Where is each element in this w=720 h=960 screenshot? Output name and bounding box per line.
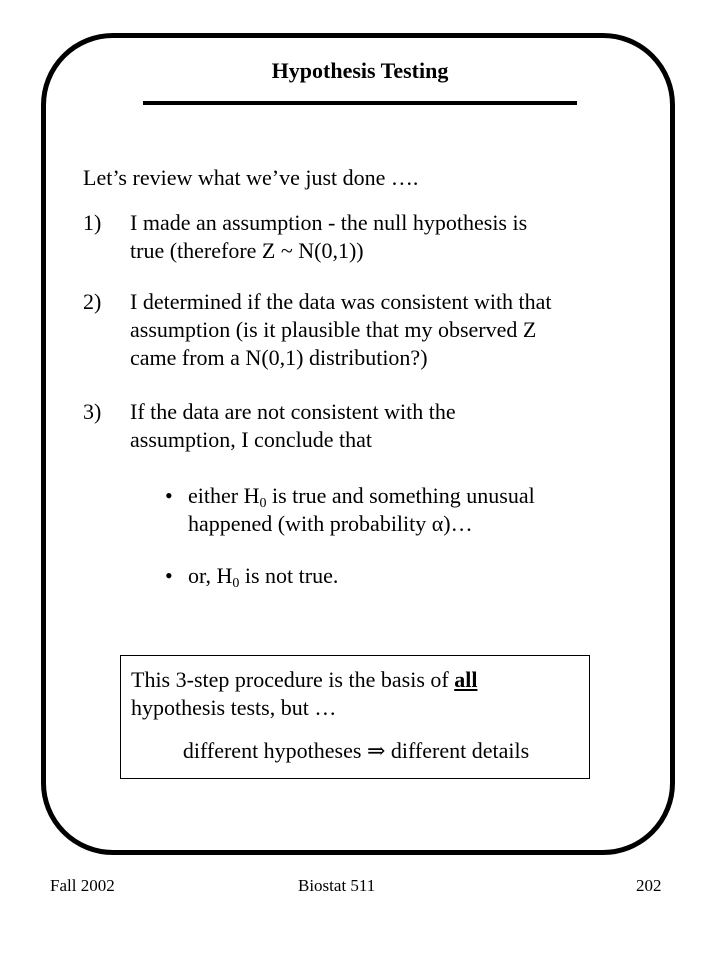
bullet-line: happened (with probability α)…: [188, 511, 473, 536]
step-number: 3): [83, 399, 102, 424]
step-number: 1): [83, 210, 102, 235]
subscript: 0: [259, 496, 267, 511]
step-line: assumption, I conclude that: [130, 427, 372, 452]
summary-line-1: [131, 666, 477, 694]
footer-term: Fall 2002: [50, 876, 115, 895]
bullet-line: [188, 482, 648, 510]
summary-text: This 3-step procedure is the basis of: [131, 667, 455, 692]
bullet-text-pre: or, H: [188, 563, 233, 588]
bullet-line: [188, 562, 648, 590]
summary-emphasis: all: [454, 667, 478, 692]
summary-line-3: different hypotheses ⇒ different details: [182, 738, 530, 763]
bullet-text: [188, 562, 648, 590]
step-line: I determined if the data was consistent with that: [130, 289, 552, 314]
bullet-text: [188, 482, 648, 538]
step-line: came from a N(0,1) distribution?): [130, 345, 428, 370]
bullet-dot: •: [165, 483, 173, 508]
summary-box: [120, 655, 590, 779]
intro-text: Let’s review what we’ve just done ….: [83, 165, 419, 190]
step-body: [130, 209, 650, 265]
step-body: [130, 288, 650, 372]
bullet-text-post: is true and something unusual: [266, 483, 535, 508]
footer-course: Biostat 511: [298, 876, 376, 895]
footer-page-number: 202: [636, 876, 662, 895]
step-line: I made an assumption - the null hypothesis is: [130, 210, 528, 235]
title-underline-rule: [143, 101, 577, 105]
bullet-text-pre: either H: [188, 483, 260, 508]
step-body: [130, 398, 650, 454]
subscript: 0: [232, 576, 240, 591]
summary-line-2: hypothesis tests, but …: [131, 695, 337, 720]
step-number: 2): [83, 289, 102, 314]
bullet-text-post: is not true.: [239, 563, 339, 588]
step-line: assumption (is it plausible that my observed Z: [130, 317, 537, 342]
step-line: If the data are not consistent with the: [130, 399, 456, 424]
page-title: Hypothesis Testing: [271, 58, 449, 83]
bullet-dot: •: [165, 563, 173, 588]
step-line: true (therefore Z ~ N(0,1)): [130, 238, 364, 263]
